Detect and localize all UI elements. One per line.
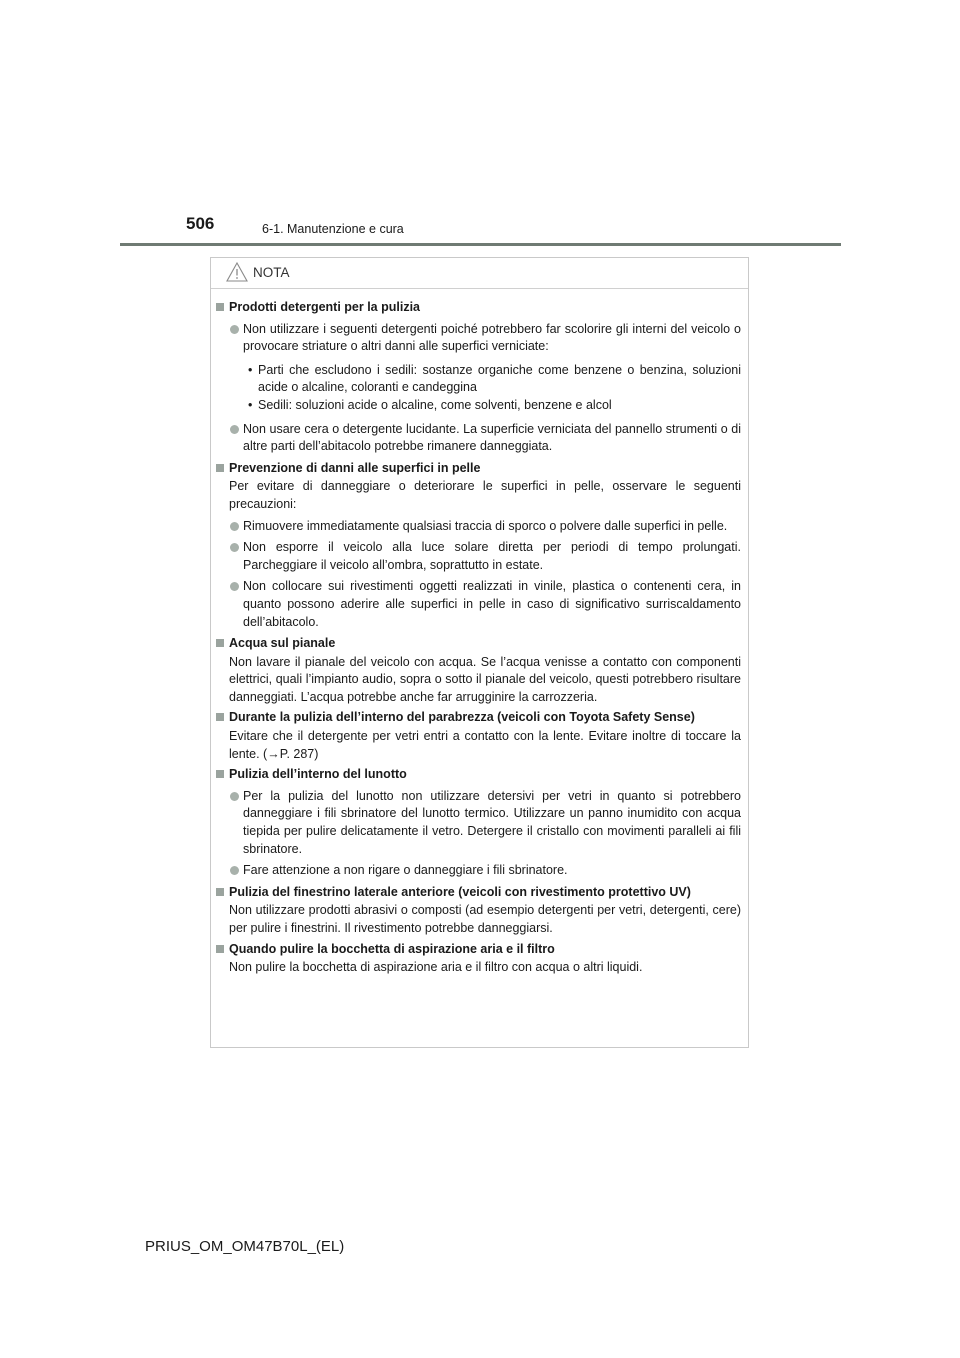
- section-heading: Pulizia del finestrino laterale anteriore (veicoli con rivestimento protettivo UV): [216, 884, 741, 902]
- header-rule: [120, 243, 841, 246]
- section-title: 6-1. Manutenzione e cura: [262, 222, 404, 236]
- square-bullet-icon: [216, 713, 224, 721]
- section-heading: Prodotti detergenti per la pulizia: [216, 299, 741, 317]
- section-detergents: [216, 299, 741, 456]
- section-heading: Durante la pulizia dell’interno del parabrezza (veicoli con Toyota Safety Sense): [216, 709, 741, 727]
- nota-label: NOTA: [253, 265, 290, 280]
- section-paragraph: Evitare che il detergente per vetri entri a contatto con la lente. Evitare inoltre di toccare la lente. (→P. 287): [229, 729, 741, 761]
- section-paragraph: Non lavare il pianale del veicolo con acqua. Se l’acqua venisse a contatto con componenti elettrici, quali l’impianto audio, sopra o sotto il pianale del veicolo, questi potrebbero risultare danneggiati. L’acqua potrebbe anche far arrugginire la carrozzeria.: [229, 654, 741, 704]
- sub-list: [216, 362, 741, 415]
- square-bullet-icon: [216, 464, 224, 472]
- nota-box: [210, 257, 749, 1048]
- page-number: 506: [186, 214, 215, 233]
- sub-list-item: • Parti che escludono i sedili: sostanze organiche come benzene o benzina, soluzioni acide o alcaline, coloranti e candeggina: [248, 362, 741, 395]
- sub-list-item: • Sedili: soluzioni acide o alcaline, come solventi, benzene e alcol: [248, 397, 612, 412]
- bullet-item: Non usare cera o detergente lucidante. La superficie verniciata del pannello strumenti o di altre parti dell’abitacolo potrebbe rimanere danneggiata.: [216, 421, 741, 456]
- section-front-side-window: [216, 884, 741, 938]
- nota-header: [211, 258, 748, 289]
- bullet-item: Per la pulizia del lunotto non utilizzare detersivi per vetri in quanto si potrebbero danneggiare i fili sbrinatore del lunotto termico. Utilizzare un panno inumidito con acqua tiepida per pulire delicatamente il vetro. Detergere il cristallo con movimenti paralleli ai fili sbrinatore.: [216, 788, 741, 858]
- square-bullet-icon: [216, 770, 224, 778]
- circle-bullet-icon: [230, 325, 239, 334]
- section-heading: Pulizia dell’interno del lunotto: [216, 766, 741, 784]
- document-code: PRIUS_OM_OM47B70L_(EL): [145, 1238, 345, 1255]
- section-heading: Acqua sul pianale: [216, 635, 741, 653]
- bullet-item: Non esporre il veicolo alla luce solare diretta per periodi di tempo prolungati. Parcheggiare il veicolo all’ombra, soprattutto in estate.: [216, 539, 741, 574]
- bullet-item: Rimuovere immediatamente qualsiasi traccia di sporco o polvere dalle superfici in pelle.: [216, 518, 741, 536]
- bullet-item: Fare attenzione a non rigare o danneggiare i fili sbrinatore.: [216, 862, 741, 880]
- bullet-item: Non utilizzare i seguenti detergenti poiché potrebbero far scolorire gli interni del veicolo o provocare striature o altri danni alle superfici verniciate: • Parti che escludono i sedili: sostanze organiche come benzene o benzina, soluzioni acide o alcaline, coloranti e candeggina • Sedili: soluzioni acide o alcaline, come solventi, benzene e alcol: [216, 321, 741, 415]
- section-windshield: [216, 709, 741, 763]
- circle-bullet-icon: [230, 866, 239, 875]
- section-rear-window: [216, 766, 741, 880]
- section-air-intake: [216, 941, 741, 977]
- square-bullet-icon: [216, 303, 224, 311]
- nota-body: [211, 289, 748, 977]
- circle-bullet-icon: [230, 522, 239, 531]
- section-paragraph: Non pulire la bocchetta di aspirazione aria e il filtro con acqua o altri liquidi.: [229, 960, 643, 975]
- circle-bullet-icon: [230, 543, 239, 552]
- warning-triangle-icon: [226, 262, 248, 282]
- circle-bullet-icon: [230, 582, 239, 591]
- square-bullet-icon: [216, 639, 224, 647]
- circle-bullet-icon: [230, 792, 239, 801]
- section-paragraph: Non utilizzare prodotti abrasivi o composti (ad esempio detergenti per vetri, detergenti, cere) per pulire i finestrini. Il rivestimento potrebbe danneggiarsi.: [229, 903, 741, 935]
- circle-bullet-icon: [230, 425, 239, 434]
- section-leather: [216, 460, 741, 631]
- bullet-item: Non collocare sui rivestimenti oggetti realizzati in vinile, plastica o contenenti cera, in quanto possono aderire alle superfici in pelle in caso di significativo surriscaldamento dell’abitacolo.: [216, 578, 741, 631]
- square-bullet-icon: [216, 888, 224, 896]
- square-bullet-icon: [216, 945, 224, 953]
- section-floor-water: [216, 635, 741, 706]
- section-paragraph: Per evitare di danneggiare o deteriorare le superfici in pelle, osservare le seguenti precauzioni:: [229, 479, 741, 511]
- section-heading: Prevenzione di danni alle superfici in pelle: [216, 460, 741, 478]
- section-heading: Quando pulire la bocchetta di aspirazione aria e il filtro: [216, 941, 741, 959]
